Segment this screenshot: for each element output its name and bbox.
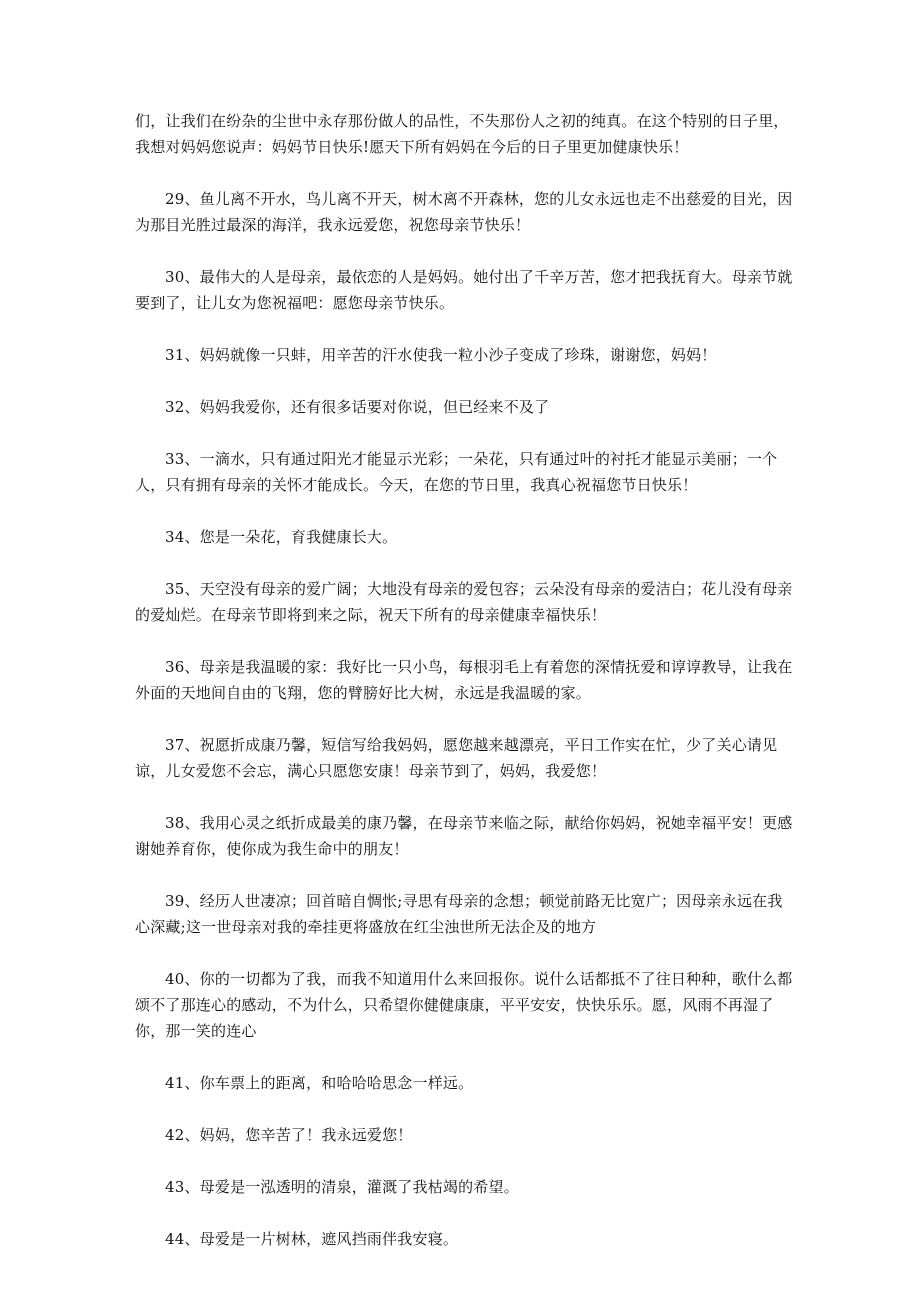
paragraph-30: 30、最伟大的人是母亲，最依恋的人是妈妈。她付出了千辛万苦，您才把我抚育大。母亲节就要到了，让儿女为您祝福吧：愿您母亲节快乐。 [135,268,793,312]
paragraph-41: 41、你车票上的距离，和哈哈哈思念一样远。 [165,1074,474,1092]
paragraph-38: 38、我用心灵之纸折成最美的康乃馨，在母亲节来临之际，献给你妈妈，祝她幸福平安！更感谢她养育你，使你成为我生命中的朋友！ [135,814,793,858]
paragraph-31: 31、妈妈就像一只蚌，用辛苦的汗水使我一粒小沙子变成了珍珠，谢谢您，妈妈！ [165,346,717,364]
paragraph-33: 33、一滴水，只有通过阳光才能显示光彩；一朵花，只有通过叶的衬托才能显示美丽；一个人，只有拥有母亲的关怀才能成长。今天，在您的节日里，我真心祝福您节日快乐！ [135,450,778,494]
paragraph-34: 34、您是一朵花，育我健康长大。 [165,528,398,546]
paragraph-43: 43、母爱是一泓透明的清泉，灌溉了我枯竭的希望。 [165,1178,519,1196]
paragraph-44: 44、母爱是一片树林，遮风挡雨伴我安寝。 [165,1230,459,1248]
paragraph-32: 32、妈妈我爱你，还有很多话要对你说，但已经来不及了 [165,398,550,416]
paragraph-35: 35、天空没有母亲的爱广阔；大地没有母亲的爱包容；云朵没有母亲的爱洁白；花儿没有母亲的爱灿烂。在母亲节即将到来之际，祝天下所有的母亲健康幸福快乐！ [135,580,793,624]
paragraph-29: 29、鱼儿离不开水，鸟儿离不开天，树木离不开森林，您的儿女永远也走不出慈爱的目光，因为那目光胜过最深的海洋，我永远爱您，祝您母亲节快乐！ [135,190,793,234]
paragraph-36: 36、母亲是我温暖的家：我好比一只小鸟，每根羽毛上有着您的深情抚爱和谆谆教导，让我在外面的天地间自由的飞翔，您的臂膀好比大树，永远是我温暖的家。 [135,658,793,702]
paragraph-continuation: 们，让我们在纷杂的尘世中永存那份做人的品性，不失那份人之初的纯真。在这个特别的日子里，我想对妈妈您说声：妈妈节日快乐!愿天下所有妈妈在今后的日子里更加健康快乐！ [135,112,789,156]
paragraph-37: 37、祝愿折成康乃馨，短信写给我妈妈，愿您越来越漂亮，平日工作实在忙，少了关心请见谅，儿女爱您不会忘，满心只愿您安康！母亲节到了，妈妈，我爱您！ [135,736,778,780]
paragraph-42: 42、妈妈，您辛苦了！我永远爱您！ [165,1126,413,1144]
paragraph-39: 39、经历人世凄凉；回首暗自惆怅;寻思有母亲的念想；顿觉前路无比宽广；因母亲永远在我心深藏;这一世母亲对我的牵挂更将盛放在红尘浊世所无法企及的地方 [135,892,783,936]
paragraph-40: 40、你的一切都为了我，而我不知道用什么来回报你。说什么话都抵不了往日种种，歌什么都颂不了那连心的感动，不为什么，只希望你健健康康，平平安安，快快乐乐。愿，风雨不再湿了你，那一笑的连心 [135,970,793,1040]
document-body [135,108,795,1278]
